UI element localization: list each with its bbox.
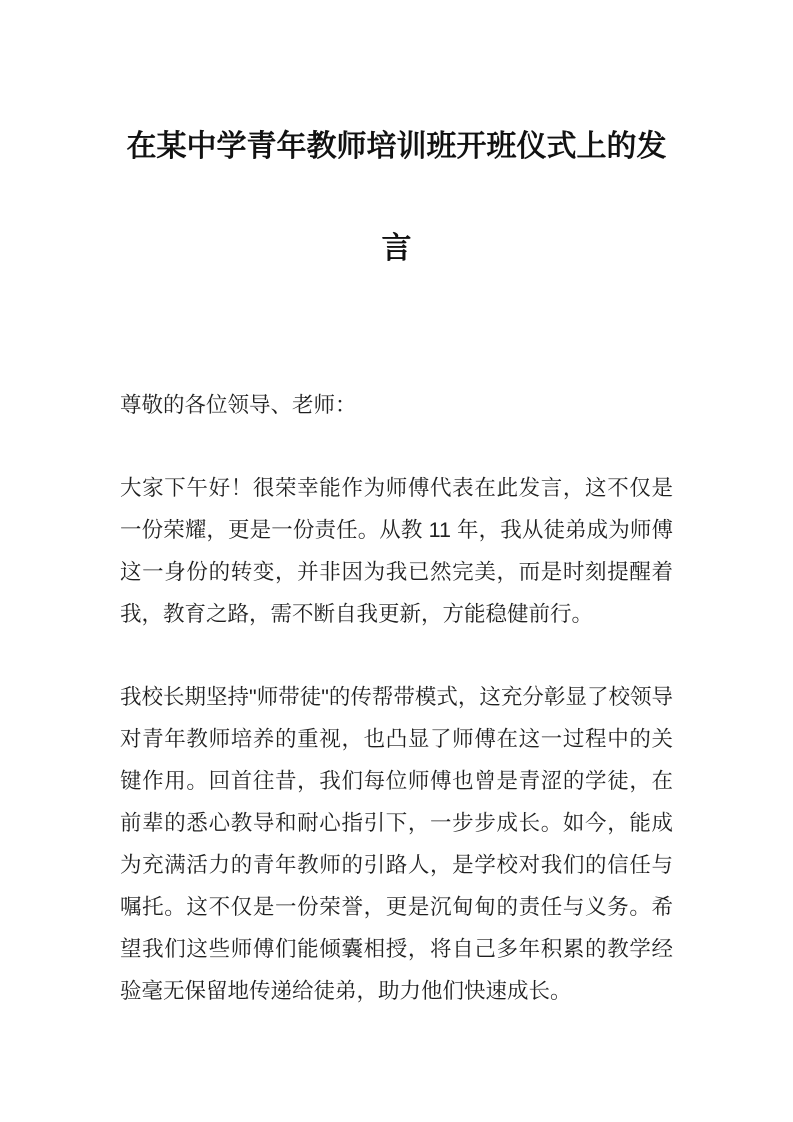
salutation-line: 尊敬的各位领导、老师： — [120, 393, 357, 417]
document-title: 在某中学青年教师培训班开班仪式上的发言 — [126, 130, 667, 265]
paragraph-mentoring: 我校长期坚持"师带徒"的传帮带模式，这充分彰显了校领导对青年教师培养的重视，也凸显了师傅在这一过程中的关键作用。回首往昔，我们每位师傅也曾是青涩的学徒，在前辈的悉心教导和耐心指引下，一步步成长。如今，能成为充满活力的青年教师的引路人，是学校对我们的信任与嘱托。这不仅是一份荣誉，更是沉甸甸的责任与义务。希望我们这些师傅们能倾囊相授，将自己多年积累的教学经验毫无保留地传递给徒弟，助力他们快速成长。 — [120, 685, 673, 1003]
paragraph-opening: 大家下午好！很荣幸能作为师傅代表在此发言，这不仅是一份荣耀，更是一份责任。从教 11 年，我从徒弟成为师傅这一身份的转变，并非因为我已然完美，而是时刻提醒着我，教育之路，需不断自我更新，方能稳健前行。 — [120, 476, 673, 626]
